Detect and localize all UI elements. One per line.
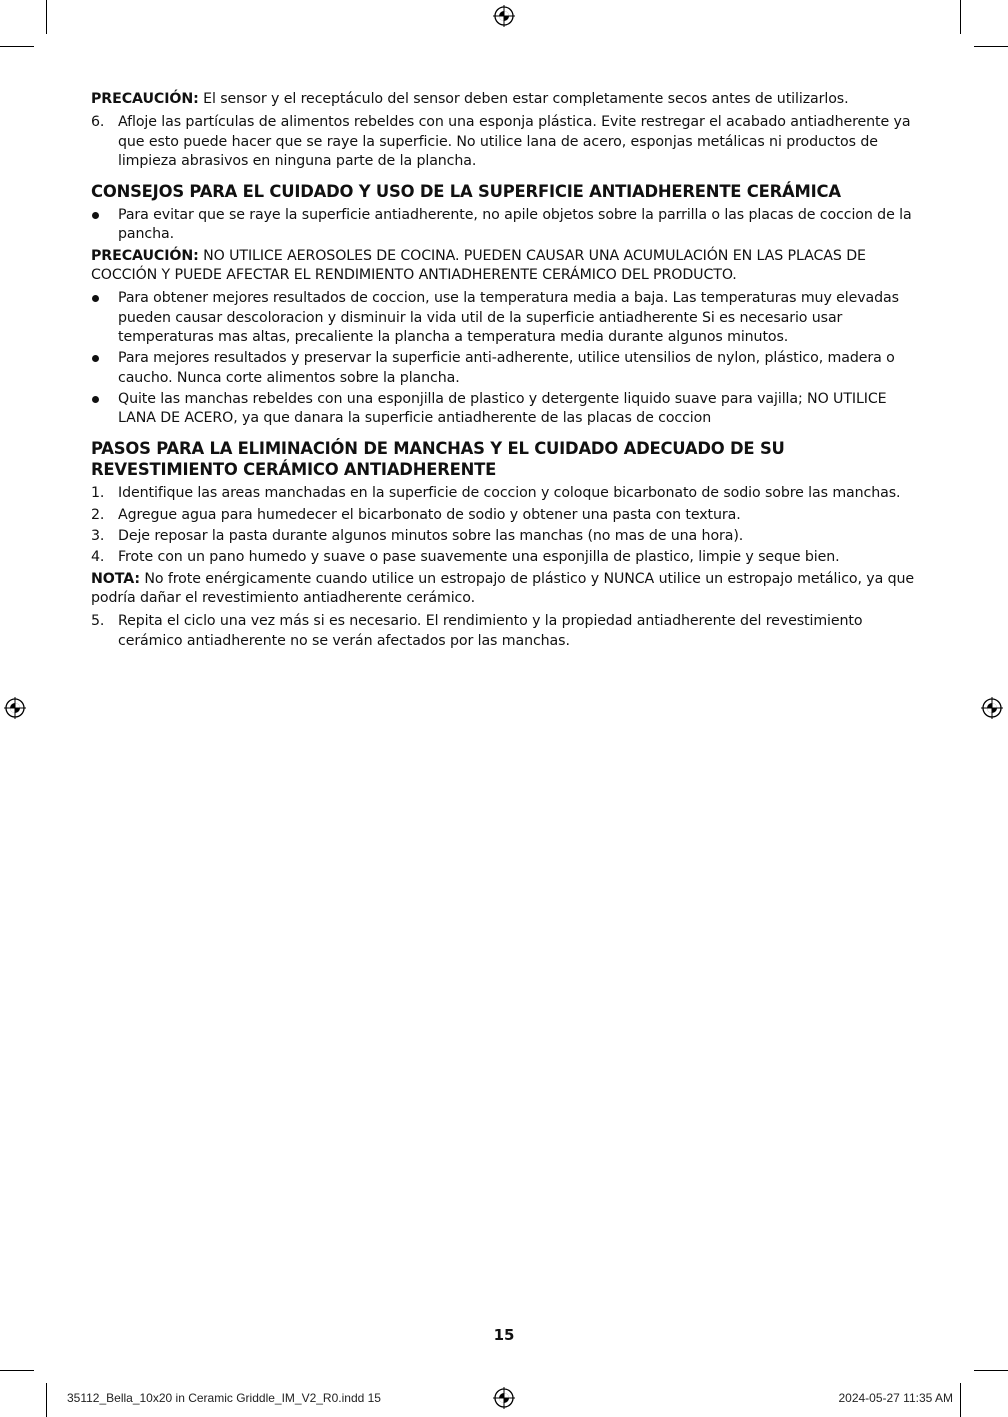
- caution-label: PRECAUCIÓN:: [91, 91, 199, 107]
- crop-mark-bottom-right-h: [974, 1370, 1008, 1371]
- care-tips-list: [91, 289, 917, 428]
- crop-mark-top-right-h: [974, 46, 1008, 47]
- list-item: [91, 206, 917, 245]
- list-text: Repita el ciclo una vez más si es necesario. El rendimiento y la propiedad antiadherente del revestimiento cerámico antiadherente no se verán afectados por las manchas.: [118, 613, 863, 649]
- caution-text: El sensor y el receptáculo del sensor deben estar completamente secos antes de utilizarlos.: [198, 91, 849, 107]
- crop-mark-bottom-left-h: [0, 1370, 34, 1371]
- list-number: 3.: [91, 528, 105, 545]
- list-text: Para evitar que se raye la superficie antiadherente, no apile objetos sobre la parrilla o las placas de coccion de la pancha.: [118, 207, 912, 243]
- crop-mark-top-left-v: [46, 0, 47, 34]
- cleaning-steps-list: [91, 113, 917, 171]
- bullet-icon: [92, 355, 99, 362]
- stain-removal-steps: [91, 612, 917, 651]
- section-heading-care-tips: CONSEJOS PARA EL CUIDADO Y USO DE LA SUPERFICIE ANTIADHERENTE CERÁMICA: [91, 182, 841, 202]
- list-text: Identifique las areas manchadas en la superficie de coccion y coloque bicarbonato de sodio sobre las manchas.: [118, 485, 901, 502]
- list-item: [91, 527, 917, 546]
- list-item: [91, 113, 917, 171]
- list-item: [91, 612, 917, 651]
- caution-text: NO UTILICE AEROSOLES DE COCINA. PUEDEN CAUSAR UNA ACUMULACIÓN EN LAS PLACAS DE COCCIÓN Y PUEDE AFECTAR EL RENDIMIENTO ANTIADHERENTE CERÁMICO DEL PRODUCTO.: [91, 247, 866, 284]
- page-content: [91, 90, 917, 653]
- list-text: Para mejores resultados y preservar la superficie anti-adherente, utilice utensilios de nylon, plástico, madera o caucho. Nunca corte alimentos sobre la plancha.: [118, 350, 895, 386]
- list-text: Deje reposar la pasta durante algunos minutos sobre las manchas (no mas de una hora).: [118, 528, 744, 545]
- list-item: [91, 390, 917, 429]
- caution-aerosols: [91, 247, 917, 286]
- list-number: 2.: [91, 506, 105, 523]
- crop-mark-top-left-h: [0, 46, 34, 47]
- list-item: [91, 548, 917, 567]
- list-number: 1.: [91, 485, 105, 502]
- section-heading-stain-removal: PASOS PARA LA ELIMINACIÓN DE MANCHAS Y EL CUIDADO ADECUADO DE SU REVESTIMIENTO CERÁMICO ANTIADHERENTE: [91, 439, 785, 480]
- note-paragraph: [91, 570, 917, 609]
- registration-mark-icon: [4, 697, 26, 719]
- registration-mark-icon: [493, 1387, 515, 1409]
- bullet-icon: [92, 396, 99, 403]
- list-number: 4.: [91, 549, 105, 566]
- list-number: 5.: [91, 613, 105, 630]
- caution-sensor: [91, 90, 917, 109]
- list-item: [91, 484, 917, 503]
- note-text: No frote enérgicamente cuando utilice un estropajo de plástico y NUNCA utilice un estropajo metálico, ya que podría dañar el revestimiento antiadherente cerámico.: [91, 570, 915, 606]
- list-text: Quite las manchas rebeldes con una esponjilla de plastico y detergente liquido suave para vajilla; NO UTILICE LANA DE ACERO, ya que danara la superficie antiadherente de las placas de coccion: [118, 390, 887, 427]
- note-label: NOTA:: [91, 570, 140, 587]
- list-text: Afloje las partículas de alimentos rebeldes con una esponja plástica. Evite restregar el acabado antiadherente ya que esto puede hacer que se raye la superficie. No utilice lana de acero, esponjas metálicas ni productos de limpieza abrasivos en ninguna parte de la plancha.: [118, 114, 911, 169]
- list-number: 6.: [91, 114, 105, 131]
- list-item: [91, 289, 917, 347]
- list-text: Frote con un pano humedo y suave o pase suavemente una esponjilla de plastico, limpie y seque bien.: [118, 549, 840, 566]
- crop-mark-top-right-v: [960, 0, 961, 34]
- list-item: [91, 349, 917, 388]
- bullet-icon: [92, 212, 99, 219]
- list-text: Agregue agua para humedecer el bicarbonato de sodio y obtener una pasta con textura.: [118, 506, 741, 523]
- crop-mark-bottom-right-v: [960, 1383, 961, 1417]
- page-number: 15: [493, 1326, 515, 1344]
- bullet-icon: [92, 295, 99, 302]
- crop-mark-bottom-left-v: [46, 1383, 47, 1417]
- stain-removal-steps: [91, 484, 917, 567]
- caution-label: PRECAUCIÓN:: [91, 247, 199, 264]
- slug-file-name: 35112_Bella_10x20 in Ceramic Griddle_IM_V2_R0.indd 15: [67, 1391, 381, 1405]
- registration-mark-icon: [493, 5, 515, 27]
- list-item: [91, 506, 917, 525]
- care-tips-list: [91, 206, 917, 245]
- registration-mark-icon: [981, 697, 1003, 719]
- list-text: Para obtener mejores resultados de coccion, use la temperatura media a baja. Las temperaturas muy elevadas pueden causar descoloracion y disminuir la vida util de la superficie antiadherente Si es necesario usar temperaturas mas altas, precaliente la plancha a temperatura media durante algunos minutos.: [118, 290, 899, 345]
- slug-date: 2024-05-27 11:35 AM: [838, 1391, 953, 1405]
